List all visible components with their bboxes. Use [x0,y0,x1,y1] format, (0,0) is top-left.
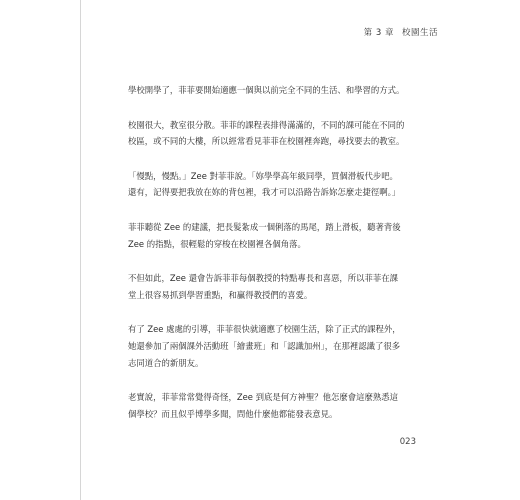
chapter-number: 第 3 章 [363,28,394,38]
paragraph-7: 老實說，菲菲常常覺得奇怪，Zee 到底是何方神聖？他怎麼會這麼熟悉這個學校？而且似乎博學多聞，問他什麼他都能發表意見。 [128,392,398,419]
chapter-title: 校園生活 [401,28,438,38]
paragraph-2: 校園很大，教室很分散。菲菲的課程表排得滿滿的，不同的課可能在不同的校區，或不同的大樓，所以經常看見菲菲在校園裡奔跑，尋找要去的教室。 [128,119,405,147]
body-text [128,82,406,440]
paragraph-4: 菲菲聽從 Zee 的建議，把長髮紮成一個俐落的馬尾，踏上滑板，聽著背後 Zee 的指點，很輕鬆的穿梭在校園裡各個角落。 [128,221,401,249]
page-number: 023 [399,437,416,447]
paragraph-1: 學校開學了，菲菲要開始適應一個與以前完全不同的生活、和學習的方式。 [128,85,405,95]
page-gutter-line [80,0,81,500]
paragraph-6: 有了 Zee 處處的引導，菲菲很快就適應了校園生活，除了正式的課程外，她還參加了兩個課外活動班「繪畫班」和「認識加州」，在那裡認識了很多志同道合的新朋友。 [128,324,401,368]
paragraph-5: 不但如此，Zee 還會告訴菲菲每個教授的特點專長和喜惡，所以菲菲在課堂上很容易抓到學習重點，和贏得教授們的喜愛。 [128,273,398,300]
paragraph-3: 「慢點，慢點。」Zee 對菲菲說。「妳學學高年級同學，買個滑板代步吧。還有，記得要把我放在妳的背包裡，我才可以沿路告訴妳怎麼走捷徑啊。」 [128,170,401,198]
running-header [364,26,438,38]
